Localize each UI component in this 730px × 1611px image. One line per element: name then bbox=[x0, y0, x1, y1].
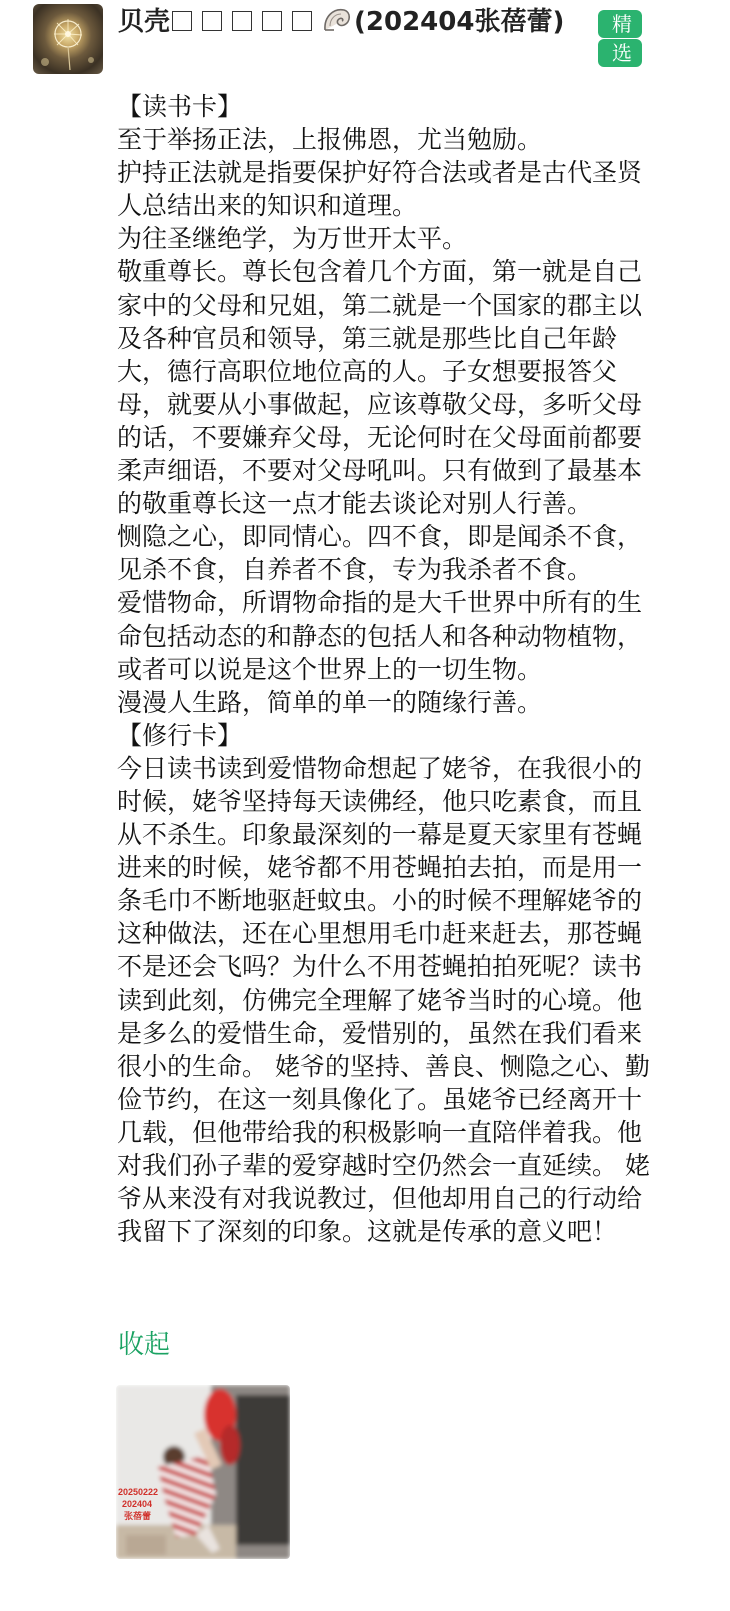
post-paragraph: 爱惜物命，所谓物命指的是大千世界中所有的生命包括动态的和静态的包括人和各种动物植物，或者可以说是这个世界上的一切生物。 bbox=[117, 588, 643, 684]
post-paragraph: 为往圣继绝学，为万世开太平。 bbox=[117, 224, 468, 254]
photo-image bbox=[116, 1385, 290, 1559]
collapse-link[interactable]: 收起 bbox=[118, 1330, 171, 1360]
post-paragraph: 今日读书读到爱惜物命想起了姥爷，在我很小的时候，姥爷坚持每天读佛经，他只吃素食，而且从不杀生。印象最深刻的一幕是夏天家里有苍蝇进来的时候，姥爷都不用苍蝇拍去拍，而是用一条毛巾不断地驱赶蚊虫。小的时候不理解姥爷的这种做法，还在心里想用毛巾赶来赶去，那苍蝇不是还会飞吗？为什么不用苍蝇拍拍死呢？读书读到此刻，仿佛完全理解了姥爷当时的心境。他是多么的爱惜生命，爱惜别的，虽然在我们看来很小的生命。 姥爷的坚持、善良、恻隐之心、勤俭节约，在这一刻具像化了。虽姥爷已经离开十几载，但他带给我的积极影响一直陪伴着我。他对我们孙子辈的爱穿越时空仍然会一直延续。 姥爷从来没有对我说教过，但他却用自己的行动给我留下了深刻的印象。这就是传承的意义吧！ bbox=[117, 753, 650, 1247]
photo-watermark-date: 20250222 bbox=[118, 1487, 159, 1497]
post-paragraph: 敬重尊长。尊长包含着几个方面，第一就是自己家中的父母和兄姐，第二就是一个国家的郡主以及各种官员和领导，第三就是那些比自己年龄大，德行高职位地位高的人。子女想要报答父母，就要从小事做起，应该尊敬父母，多听父母的话，不要嫌弃父母，无论何时在父母面前都要柔声细语，不要对父母吼叫。只有做到了最基本的敬重尊长这一点才能去谈论对别人行善。 bbox=[117, 257, 643, 519]
photo-watermark-name: 张蓓蕾 bbox=[124, 1511, 152, 1521]
featured-badge bbox=[598, 10, 646, 68]
author-name-suffix: (202404张蓓蕾) bbox=[354, 7, 565, 37]
author-name-prefix: 贝壳 bbox=[118, 7, 171, 37]
missing-glyph-icon bbox=[202, 11, 222, 31]
photo-watermark-group: 202404 bbox=[122, 1499, 153, 1509]
post-paragraph: 至于举扬正法，上报佛恩，尤当勉励。 bbox=[117, 125, 543, 155]
missing-glyph-icon bbox=[292, 11, 312, 31]
post-paragraph: 护持正法就是指要保护好符合法或者是古代圣贤人总结出来的知识和道理。 bbox=[117, 158, 643, 221]
post-photo-thumbnail[interactable] bbox=[116, 1385, 290, 1559]
missing-glyph-icon bbox=[172, 11, 192, 31]
dandelion-avatar-icon bbox=[33, 4, 103, 74]
post-paragraph: 【读书卡】 bbox=[117, 92, 243, 121]
post-content bbox=[117, 90, 665, 1248]
featured-badge-label: 精选 bbox=[598, 10, 642, 67]
missing-glyph-icon bbox=[232, 11, 252, 31]
post-paragraph: 恻隐之心，即同情心。四不食，即是闻杀不食，见杀不食，自养者不食，专为我杀者不食。 bbox=[117, 522, 643, 585]
post-paragraph: 【修行卡】 bbox=[117, 720, 243, 750]
seashell-icon bbox=[322, 6, 352, 34]
user-avatar[interactable] bbox=[33, 4, 103, 74]
missing-glyph-icon bbox=[262, 11, 282, 31]
post-author-name[interactable] bbox=[118, 6, 588, 39]
post-paragraph: 漫漫人生路，简单的单一的随缘行善。 bbox=[117, 687, 543, 717]
